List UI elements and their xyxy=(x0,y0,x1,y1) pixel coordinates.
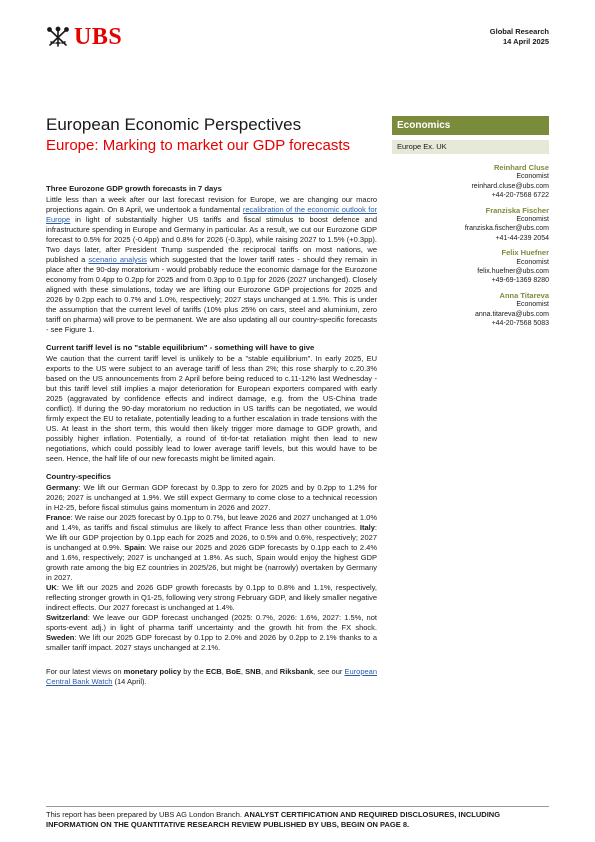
header-meta xyxy=(490,27,549,47)
analyst-phone: +49-69-1369 8280 xyxy=(491,277,549,285)
analyst-role: Economist xyxy=(516,173,549,181)
brand-name: UBS xyxy=(74,24,123,50)
ubs-keys-icon xyxy=(46,26,70,48)
analyst-role: Economist xyxy=(516,216,549,224)
note-text: , xyxy=(240,667,246,676)
section-paragraph: We caution that the current tariff level is unlikely to be a "stable equilibrium". In early 2025, EU exports to the US were subject to an average tariff of less than 2%; this rose sharply to c.20.3% based on the US announcements from 2 April before being reduced to c.11-12% last Wednesday - but this tariff level still implies a major deterioration for European exporters compared with early 2025 (aggravated by confidence effects and indirect damage, e.g. from the US-China trade conflict). If during the 90-day moratorium no reduction in US tariffs can be negotiated, we would firmly expect the EU to retaliate, potentially leading to a further escalation in trade tensions with the US. At least in the short term, this would then likely trigger more damage to GDP growth, and possibly higher inflation. Potentially, a round of tit-for-tat retaliation might then lead to new negotiations, which could possibly lead to lower average tariff levels, but this would have to be seen. Hence, the half life of our new forecasts might be limited again. xyxy=(46,354,377,463)
analyst-name: Reinhard Cluse xyxy=(493,163,549,172)
note-bold: monetary policy xyxy=(123,667,182,676)
note-text: by the xyxy=(181,667,206,676)
analyst-name: Franziska Fischer xyxy=(485,205,549,215)
region-banner xyxy=(392,140,549,154)
analyst-contact xyxy=(392,248,549,286)
section-heading: Country-specifics xyxy=(46,472,111,481)
note-text: , and xyxy=(260,667,280,676)
footer-divider xyxy=(46,806,549,807)
analyst-role: Economist xyxy=(516,258,549,266)
analyst-email[interactable]: reinhard.cluse@ubs.com xyxy=(471,182,549,190)
note-bold: ECB xyxy=(205,667,222,676)
country-text: : We lift our 2025 and 2026 GDP growth forecasts by 0.1pp to 0.8% and 1.1%, respectively, reflecting stronger growth in Q1-25, following very strong February GDP, and likely smaller negative indirect effects. Our 2027 forecast is unchanged at 1.4%. xyxy=(46,583,377,612)
country-name: Sweden xyxy=(46,633,75,642)
note-bold: SNB xyxy=(245,667,261,676)
analyst-name: Anna Titareva xyxy=(499,290,549,300)
country-name: France xyxy=(46,513,71,522)
category-label: Economics xyxy=(397,120,451,131)
footer-text: This report has been prepared by UBS AG London Branch. xyxy=(46,810,245,819)
analyst-contact xyxy=(392,206,549,244)
country-name: Switzerland xyxy=(46,613,88,622)
disclosure-footer xyxy=(46,810,549,830)
monetary-policy-note xyxy=(46,667,377,687)
analyst-email[interactable]: felix.huefner@ubs.com xyxy=(477,268,549,276)
paragraph-text: which suggested that the lower tariff rates - should they remain in place after the 90-day moratorium - would probably reduce the economic damage for the Eurozone economy from 0.4pp to 0.2pp for 2025 and from 0.3pp to 0.1pp for 2026 (2027 unchanged). Closely aligned with these simulations, today we are lifting our Eurozone GDP projections for 2025 and 2026 by 0.2pp each to 0.7% and 1.0%, respectively; 2027 stays unchanged at 1.5%. This is under the assumption that the current level of tariffs (10% plus 25% on cars, steel and aluminium, zero tariff on pharma) will prove to be permanent. We are also updating all our country-specific forecasts - see Figure 1. xyxy=(46,255,378,334)
ubs-logo xyxy=(46,26,122,48)
analyst-contact xyxy=(392,163,549,201)
country-paragraph xyxy=(46,483,377,653)
note-bold: Riksbank xyxy=(279,667,314,676)
category-banner xyxy=(392,116,549,135)
country-name: Italy xyxy=(359,523,375,532)
analyst-email[interactable]: franziska.fischer@ubs.com xyxy=(464,225,549,233)
country-name: Spain xyxy=(124,543,145,552)
scenario-analysis-link[interactable]: scenario analysis xyxy=(88,255,147,264)
section-heading: Three Eurozone GDP growth forecasts in 7 days xyxy=(46,184,222,193)
analyst-contact xyxy=(392,291,549,329)
note-text: For our latest views on xyxy=(46,667,124,676)
footer-disclosure: ANALYST CERTIFICATION AND REQUIRED DISCLOSURES, INCLUDING INFORMATION ON THE QUANTITATIVE RESEARCH REVIEW PUBLISHED BY UBS, BEGIN ON PAGE 8. xyxy=(46,810,501,829)
research-section: Global Research xyxy=(489,27,549,36)
ecb-watch-link[interactable]: European Central Bank Watch xyxy=(46,667,378,686)
section-heading: Current tariff level is no "stable equilibrium" - something will have to give xyxy=(46,343,315,352)
report-subtitle: Europe: Marking to market our GDP forecasts xyxy=(46,137,351,154)
note-bold: BoE xyxy=(225,667,241,676)
note-text: , see our xyxy=(313,667,345,676)
country-name: Germany xyxy=(46,483,79,492)
country-text: : We lift our GDP projection by 0.1pp each for 2025 and 2026, to 0.5% and 0.6%, respectively; 2027 is unchanged at 0.9%. xyxy=(46,523,377,552)
country-text: : We raise our 2025 and 2026 GDP forecasts by 0.1pp each to 2.4% and 1.6%, respectively; 2027 is unchanged at 1.8%. As such, Spain would enjoy the highest GDP growth rate among the big EZ countries in 2025/26, but might be (narrowly) overtaken by Germany in 2027. xyxy=(46,543,377,582)
country-text: : We lift our German GDP forecast by 0.3pp to zero for 2025 and by 0.2pp to 1.2% for 2026; 2027 is unchanged at 1.9%. We still expect Germany to come close to a technical recession in H2-25, before fiscal stimulus gains momentum in 2026 and 2027. xyxy=(46,483,377,512)
country-text: : We lift our 2025 GDP forecast by 0.1pp to 2.0% and 2026 by 0.2pp to 2.1% thanks to a smaller tariff impact. 2027 stays unchanged at 2.1%. xyxy=(46,633,377,652)
report-date: 14 April 2025 xyxy=(503,37,549,46)
section-paragraph xyxy=(46,195,377,335)
analyst-role: Economist xyxy=(516,301,549,309)
note-text: , xyxy=(221,667,226,676)
country-name: UK xyxy=(46,583,57,592)
analyst-name: Felix Huefner xyxy=(501,248,549,258)
country-text: : We leave our GDP forecast unchanged (2025: 0.7%, 2026: 1.6%, 2027: 1.5%, not sports-event adj.) in light of pharma tariff uncertainty and the growth hit from the FX shock. xyxy=(46,613,377,632)
country-text: : We raise our 2025 forecast by 0.1pp to 0.7%, but leave 2026 and 2027 unchanged at 1.0% and 1.4%, as tariffs and fiscal stimulus are likely to affect France less than other countries. xyxy=(46,513,377,532)
note-text: (14 April). xyxy=(112,677,147,686)
paragraph-text: Little less than a week after our last forecast revision for Europe, we are changing our macro projections again. On 8 April, we undertook a fundamental xyxy=(46,195,377,214)
analyst-contacts xyxy=(392,163,549,334)
recalibration-link[interactable]: recalibration of the economic outlook for Europe xyxy=(46,205,377,224)
paragraph-text: in light of substantially higher US tariffs and fiscal stimulus to boost defence and infrastructure spending in Europe and Germany in particular. As a result, we cut our Eurozone GDP forecast to 0.5% for 2025 (-0.4pp) and 0.8% for 2026 (-0.3pp), while raising 2027 to 1.5% (+0.3pp). Two days later, after President Trump suspended the reciprocal tariffs on most nations, we published a xyxy=(46,215,377,264)
analyst-email[interactable]: anna.titareva@ubs.com xyxy=(474,310,549,318)
region-label: Europe Ex. UK xyxy=(397,142,447,151)
analyst-phone: +41-44-239 2054 xyxy=(495,234,549,242)
analyst-phone: +44-20-7568 6722 xyxy=(491,192,549,200)
report-body xyxy=(46,184,377,695)
report-title: European Economic Perspectives xyxy=(46,115,302,134)
analyst-phone: +44-20-7568 5083 xyxy=(491,320,549,328)
